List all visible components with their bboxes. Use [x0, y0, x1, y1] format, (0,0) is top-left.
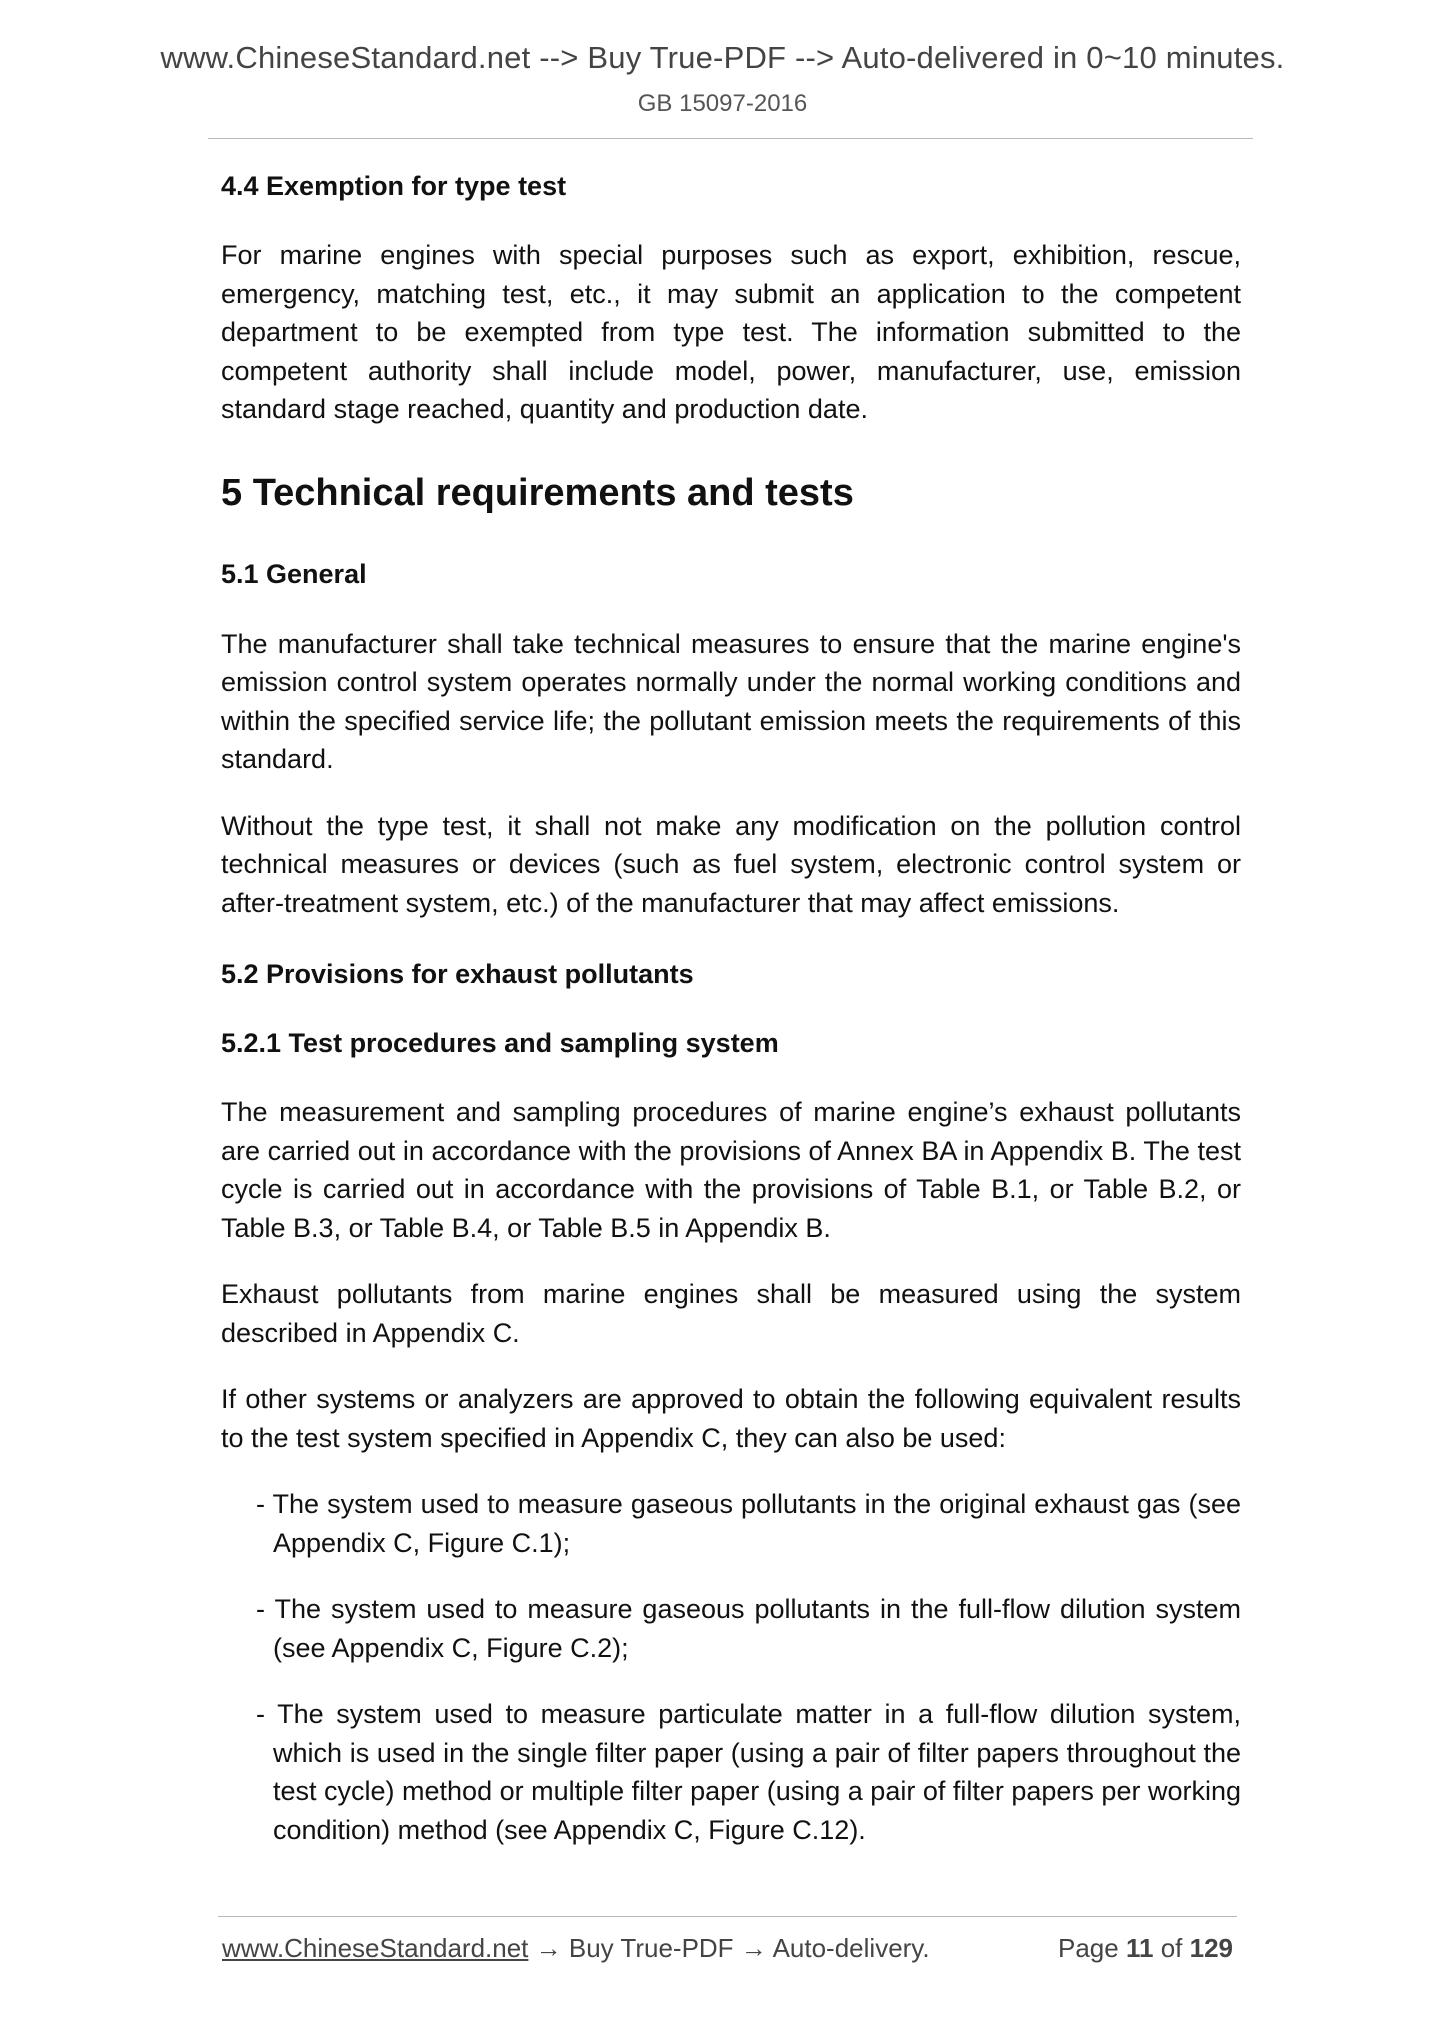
header-divider: [208, 138, 1253, 139]
system-list: [221, 1485, 1241, 1849]
heading-5-2: 5.2 Provisions for exhaust pollutants: [221, 959, 694, 990]
list-item: - The system used to measure gaseous pollutants in the full-flow dilution system (see Appendix C, Figure C.2);: [256, 1594, 1241, 1663]
heading-5-2-1: 5.2.1 Test procedures and sampling system: [221, 1027, 779, 1058]
page-indicator: [1058, 1933, 1233, 1964]
document-body: [221, 170, 1241, 1849]
paragraph-5-2-1-3: If other systems or analyzers are approved to obtain the following equivalent results to the test system specified in Appendix C, they can also be used:: [221, 1384, 1241, 1453]
footer-site-link[interactable]: www.ChineseStandard.net: [222, 1933, 529, 1963]
page-number: 11: [1125, 1933, 1154, 1963]
list-item: - The system used to measure gaseous pollutants in the original exhaust gas (see Appendix C, Figure C.1);: [256, 1489, 1241, 1558]
footer-left: [222, 1933, 930, 1964]
paragraph-5-1-2: Without the type test, it shall not make any modification on the pollution control technical measures or devices (such as fuel system, electronic control system or after-treatment system, etc.) of the manufacturer that may affect emissions.: [221, 810, 1241, 918]
standard-number: GB 15097-2016: [637, 90, 808, 117]
heading-5-1: 5.1 General: [221, 559, 367, 590]
footer-divider: [218, 1916, 1237, 1917]
paragraph-4-4-1: For marine engines with special purposes such as export, exhibition, rescue, emergency, matching test, etc., it may submit an application to the competent department to be exempted from type test. The information submitted to the competent authority shall include model, power, manufacturer, use, emission standard stage reached, quantity and production date.: [221, 240, 1241, 425]
page-label: Page: [1057, 1933, 1119, 1963]
header-banner: www.ChineseStandard.net --> Buy True-PDF --> Auto-delivered in 0~10 minutes.: [160, 40, 1285, 75]
of-label: of: [1160, 1933, 1183, 1963]
footer-tagline: → Buy True-PDF → Auto-delivery.: [528, 1933, 930, 1963]
paragraph-5-1-1: The manufacturer shall take technical measures to ensure that the marine engine's emission control system operates normally under the normal working conditions and within the specified service life; the pollutant emission meets the requirements of this standard.: [221, 628, 1241, 775]
total-pages: 129: [1189, 1933, 1233, 1963]
list-item: - The system used to measure particulate matter in a full-flow dilution system, which is used in the single filter paper (using a pair of filter papers throughout the test cycle) method or multiple filter paper (using a pair of filter papers per working condition) method (see Appendix C, Figure C.12).: [256, 1699, 1241, 1845]
heading-4-4: 4.4 Exemption for type test: [221, 171, 567, 201]
paragraph-5-2-1-1: The measurement and sampling procedures of marine engine’s exhaust pollutants are carried out in accordance with the provisions of Annex BA in Appendix B. The test cycle is carried out in accordance with the provisions of Table B.1, or Table B.2, or Table B.3, or Table B.4, or Table B.5 in Appendix B.: [221, 1097, 1241, 1243]
paragraph-5-2-1-2: Exhaust pollutants from marine engines shall be measured using the system described in Appendix C.: [221, 1279, 1241, 1348]
heading-5: 5 Technical requirements and tests: [221, 471, 854, 514]
